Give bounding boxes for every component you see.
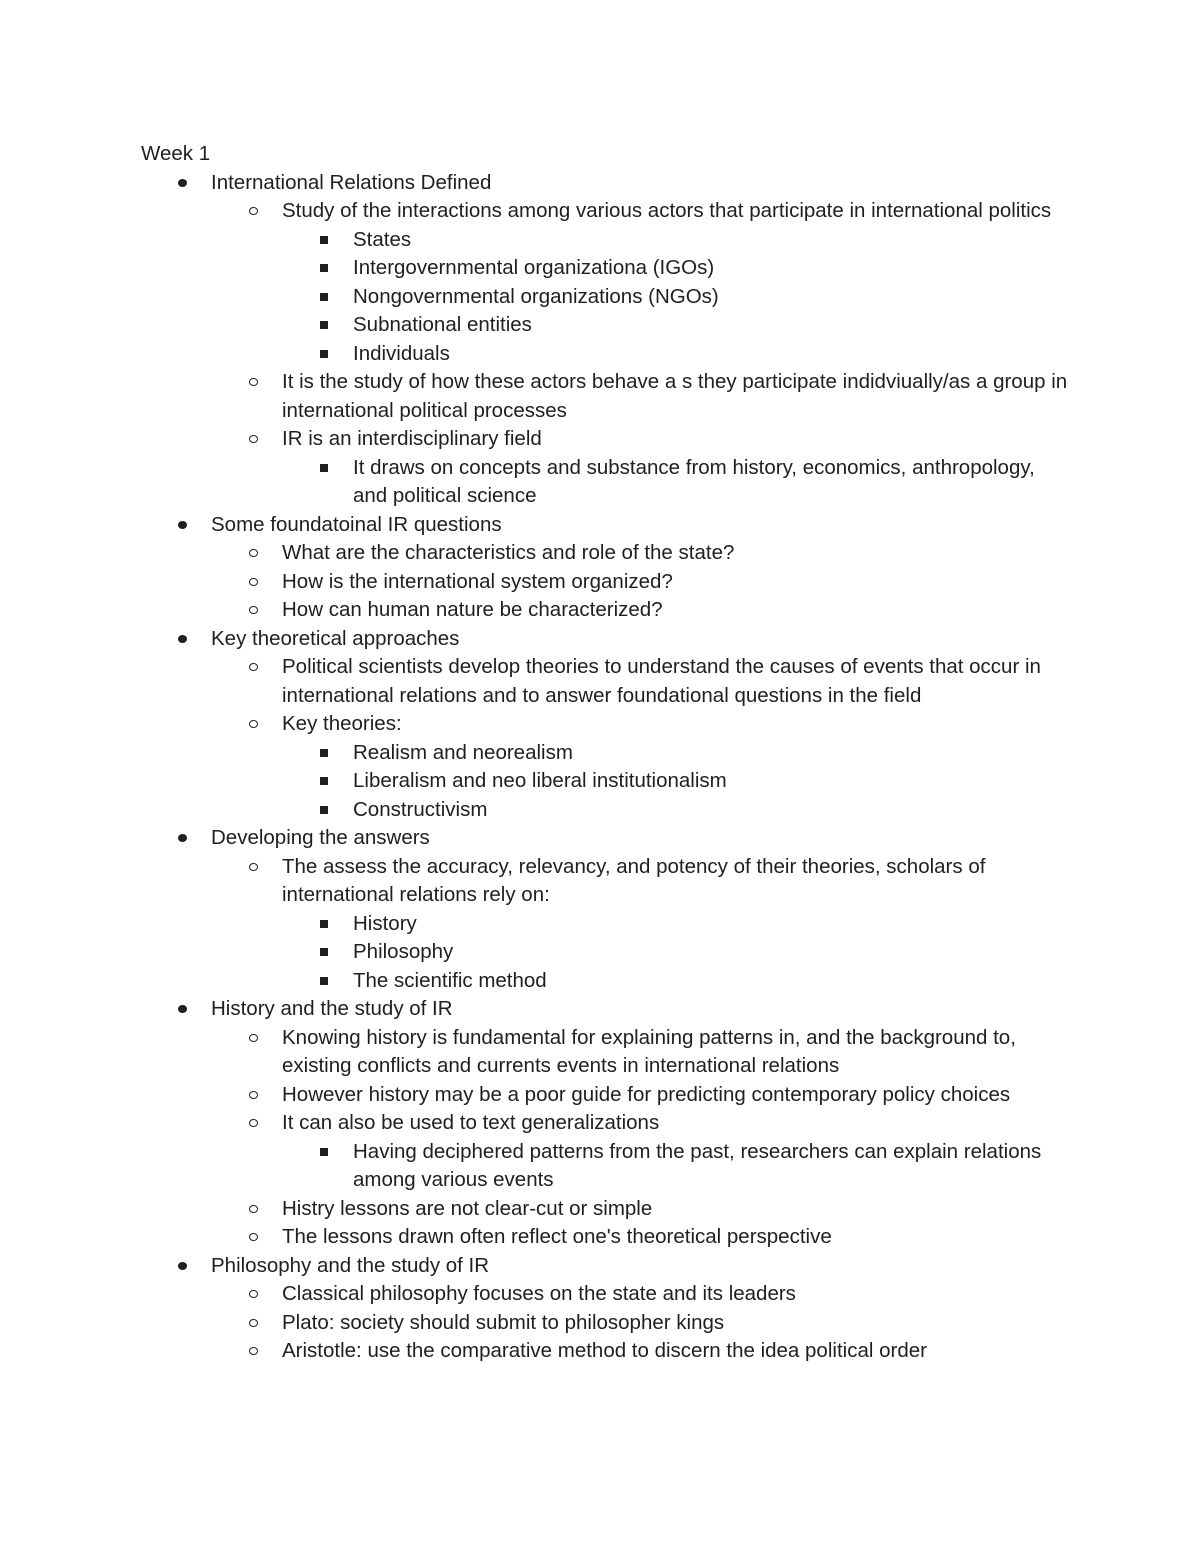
bullet-disc-icon: [174, 511, 190, 540]
outline-item-level-3: [141, 311, 1071, 340]
bullet-square-icon: [316, 254, 332, 283]
outline-item-level-2: [141, 1309, 1071, 1338]
document-body: [141, 140, 1071, 1366]
outline-item-text: However history may be a poor guide for predicting contemporary policy choices: [282, 1082, 1011, 1106]
outline-item-level-1: [141, 511, 1071, 540]
outline-item-text: Philosophy and the study of IR: [211, 1253, 490, 1277]
outline-item-text: Individuals: [353, 341, 450, 365]
outline-item-level-3: [141, 340, 1071, 369]
outline-item-level-2: [141, 368, 1071, 425]
outline-item-text: Classical philosophy focuses on the state and its leaders: [282, 1282, 796, 1305]
outline-item-level-1: [141, 625, 1071, 654]
outline-item-level-2: [141, 197, 1071, 226]
bullet-circle-icon: [245, 1280, 261, 1309]
outline-item-level-3: [141, 910, 1071, 939]
outline-item-level-2: [141, 1109, 1071, 1138]
outline-item-level-3: [141, 938, 1071, 967]
outline-item-level-2: [141, 1024, 1071, 1081]
bullet-circle-icon: [245, 425, 261, 454]
bullet-circle-icon: [245, 1109, 261, 1138]
outline-item-level-3: [141, 454, 1071, 511]
outline-item-level-2: [141, 653, 1071, 710]
outline-sublist: [141, 653, 1071, 824]
bullet-circle-icon: [245, 1024, 261, 1053]
outline-item-level-3: [141, 796, 1071, 825]
outline-item-text: Key theories:: [282, 712, 402, 735]
bullet-square-icon: [316, 226, 332, 255]
bullet-square-icon: [316, 767, 332, 796]
bullet-square-icon: [316, 311, 332, 340]
outline-sublist: [141, 539, 1071, 625]
bullet-square-icon: [316, 283, 332, 312]
outline-item-text: How is the international system organized?: [282, 569, 673, 593]
outline-item-level-2: [141, 425, 1071, 454]
outline-item-level-3: [141, 767, 1071, 796]
bullet-disc-icon: [174, 995, 190, 1024]
outline-item-level-1: [141, 824, 1071, 853]
bullet-square-icon: [316, 340, 332, 369]
outline-item-level-2: [141, 1081, 1071, 1110]
outline-item-text: It is the study of how these actors behave a s they participate indidviually/as a group in international political processes: [282, 370, 1068, 422]
bullet-circle-icon: [245, 197, 261, 226]
outline-item-text: Realism and neorealism: [353, 740, 573, 764]
bullet-disc-icon: [174, 625, 190, 654]
outline-sublist: [141, 197, 1071, 511]
outline-item-level-2: [141, 1223, 1071, 1252]
bullet-circle-icon: [245, 1081, 261, 1110]
bullet-circle-icon: [245, 853, 261, 882]
outline-item-text: The lessons drawn often reflect one's theoretical perspective: [282, 1225, 832, 1248]
outline-item-level-1: [141, 1252, 1071, 1281]
bullet-circle-icon: [245, 539, 261, 568]
outline-item-text: Histry lessons are not clear-cut or simple: [282, 1196, 653, 1220]
outline-item-level-2: [141, 539, 1071, 568]
bullet-square-icon: [316, 910, 332, 939]
outline-item-text: States: [353, 227, 412, 251]
outline-item-level-2: [141, 568, 1071, 597]
outline-item-level-3: [141, 967, 1071, 996]
outline-item-text: Key theoretical approaches: [211, 626, 460, 650]
outline-sublist: [141, 739, 1071, 825]
outline-item-level-2: [141, 1337, 1071, 1366]
outline-item-text: Some foundatoinal IR questions: [211, 512, 502, 536]
outline-item-level-1: [141, 995, 1071, 1024]
outline-item-text: Plato: society should submit to philosopher kings: [282, 1310, 725, 1334]
bullet-disc-icon: [174, 824, 190, 853]
bullet-square-icon: [316, 796, 332, 825]
outline-item-text: Philosophy: [353, 940, 454, 963]
outline-item-text: IR is an interdisciplinary field: [282, 427, 542, 450]
outline-item-text: Liberalism and neo liberal institutionalism: [353, 769, 727, 792]
outline-item-level-2: [141, 596, 1071, 625]
outline-item-text: How can human nature be characterized?: [282, 598, 663, 621]
outline-item-text: International Relations Defined: [211, 170, 492, 194]
bullet-square-icon: [316, 454, 332, 483]
bullet-circle-icon: [245, 653, 261, 682]
bullet-circle-icon: [245, 596, 261, 625]
outline-sublist: [141, 1138, 1071, 1195]
outline-item-level-3: [141, 226, 1071, 255]
page-title: Week 1: [141, 142, 211, 165]
outline-item-text: Subnational entities: [353, 313, 532, 336]
bullet-disc-icon: [174, 169, 190, 198]
outline-item-text: It draws on concepts and substance from history, economics, anthropology, and political science: [353, 455, 1035, 507]
outline-item-level-2: [141, 710, 1071, 739]
outline-item-text: Political scientists develop theories to understand the causes of events that occur in international relations and to answer foundational questions in the field: [282, 655, 1041, 707]
bullet-square-icon: [316, 967, 332, 996]
outline-item-text: Constructivism: [353, 797, 488, 821]
bullet-circle-icon: [245, 1309, 261, 1338]
bullet-square-icon: [316, 739, 332, 768]
bullet-circle-icon: [245, 1195, 261, 1224]
outline-item-text: Intergovernmental organizationa (IGOs): [353, 256, 715, 279]
outline-item-text: Knowing history is fundamental for explaining patterns in, and the background to, existing conflicts and currents events in international relations: [282, 1025, 1016, 1077]
outline-item-level-1: [141, 169, 1071, 198]
outline-item-level-2: [141, 1280, 1071, 1309]
outline-item-text: The assess the accuracy, relevancy, and potency of their theories, scholars of international relations rely on:: [282, 854, 986, 906]
outline-item-text: Study of the interactions among various actors that participate in international politics: [282, 199, 1052, 222]
bullet-circle-icon: [245, 1337, 261, 1366]
outline-item-level-2: [141, 853, 1071, 910]
outline-sublist: [141, 1024, 1071, 1252]
bullet-circle-icon: [245, 568, 261, 597]
outline-list: [141, 169, 1071, 1366]
bullet-circle-icon: [245, 1223, 261, 1252]
bullet-circle-icon: [245, 368, 261, 397]
outline-item-text: Aristotle: use the comparative method to discern the idea political order: [282, 1339, 927, 1362]
outline-item-text: It can also be used to text generalizations: [282, 1111, 660, 1134]
outline-sublist: [141, 454, 1071, 511]
outline-item-text: Having deciphered patterns from the past, researchers can explain relations among various events: [353, 1139, 1042, 1191]
outline-item-text: Nongovernmental organizations (NGOs): [353, 284, 719, 308]
outline-sublist: [141, 1280, 1071, 1366]
bullet-circle-icon: [245, 710, 261, 739]
outline-item-text: Developing the answers: [211, 826, 430, 849]
outline-item-text: History: [353, 911, 417, 935]
bullet-square-icon: [316, 938, 332, 967]
outline-sublist: [141, 226, 1071, 369]
outline-sublist: [141, 910, 1071, 996]
bullet-square-icon: [316, 1138, 332, 1167]
outline-item-text: The scientific method: [353, 968, 547, 992]
outline-item-level-3: [141, 1138, 1071, 1195]
outline-item-level-3: [141, 739, 1071, 768]
outline-item-level-3: [141, 254, 1071, 283]
outline-item-text: What are the characteristics and role of the state?: [282, 541, 735, 564]
bullet-disc-icon: [174, 1252, 190, 1281]
outline-item-level-2: [141, 1195, 1071, 1224]
outline-item-level-3: [141, 283, 1071, 312]
outline-sublist: [141, 853, 1071, 996]
outline-item-text: History and the study of IR: [211, 997, 453, 1020]
